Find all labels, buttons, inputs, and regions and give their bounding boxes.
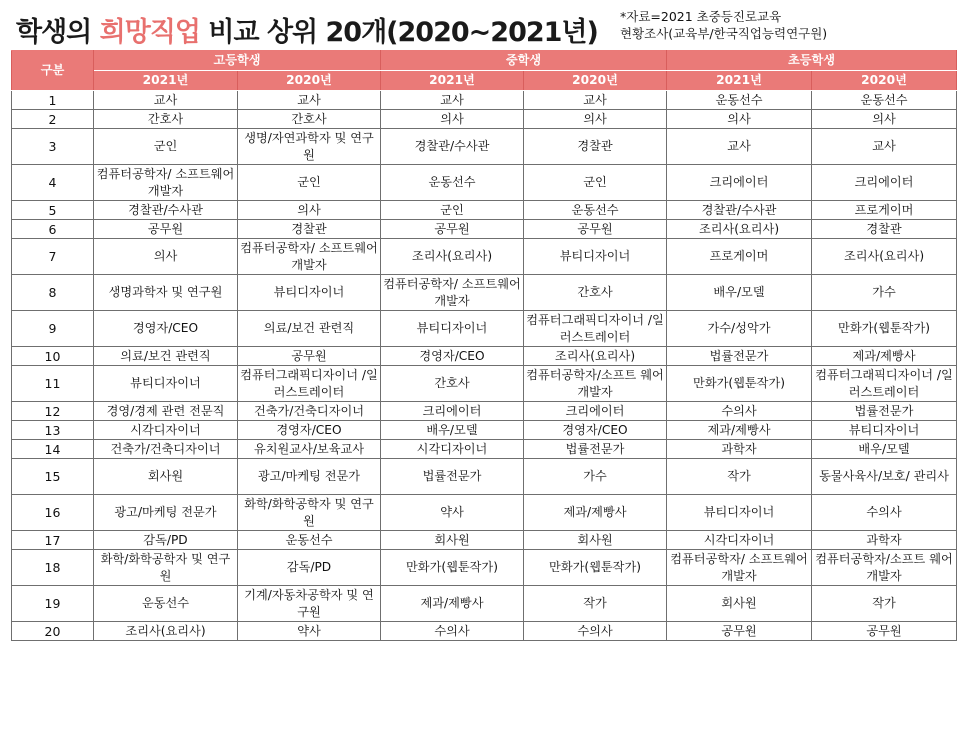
job-cell: 동물사육사/보호/ 관리사 — [812, 459, 957, 495]
table-row — [12, 421, 957, 440]
job-cell: 의사 — [381, 110, 524, 129]
job-cell: 경영자/CEO — [94, 311, 238, 347]
job-cell: 감독/PD — [94, 531, 238, 550]
job-cell: 제과/제빵사 — [667, 421, 812, 440]
job-cell: 교사 — [381, 91, 524, 110]
year-header: 2021년 — [94, 71, 238, 91]
rank-cell: 19 — [12, 586, 94, 622]
job-cell: 배우/모델 — [381, 421, 524, 440]
job-cell: 컴퓨터그래픽디자이너 /일러스트레이터 — [238, 366, 381, 402]
title-prefix: 학생의 — [16, 17, 100, 48]
job-cell: 교사 — [524, 91, 667, 110]
job-cell: 법률전문가 — [667, 347, 812, 366]
job-cell: 공무원 — [238, 347, 381, 366]
job-cell: 군인 — [94, 129, 238, 165]
job-cell: 시각디자이너 — [667, 531, 812, 550]
job-cell: 간호사 — [238, 110, 381, 129]
job-cell: 컴퓨터그래픽디자이너 /일러스트레이터 — [524, 311, 667, 347]
table-row — [12, 531, 957, 550]
source-line-1: *자료=2021 초중등진로교육 — [620, 9, 782, 24]
title-highlight: 희망직업 — [99, 17, 200, 48]
job-cell: 법률전문가 — [524, 440, 667, 459]
job-cell: 운동선수 — [667, 91, 812, 110]
job-cell: 제과/제빵사 — [381, 586, 524, 622]
table-row — [12, 165, 957, 201]
job-cell: 교사 — [812, 129, 957, 165]
table-row — [12, 366, 957, 402]
job-cell: 기계/자동차공학자 및 연구원 — [238, 586, 381, 622]
table-body — [12, 91, 957, 641]
rank-cell: 15 — [12, 459, 94, 495]
rank-cell: 1 — [12, 91, 94, 110]
job-cell: 컴퓨터그래픽디자이너 /일러스트레이터 — [812, 366, 957, 402]
job-cell: 간호사 — [381, 366, 524, 402]
job-cell: 의료/보건 관련직 — [238, 311, 381, 347]
job-cell: 수의사 — [667, 402, 812, 421]
source-note — [620, 8, 827, 42]
job-cell: 운동선수 — [381, 165, 524, 201]
job-cell: 작가 — [524, 586, 667, 622]
year-header: 2021년 — [381, 71, 524, 91]
job-cell: 시각디자이너 — [94, 421, 238, 440]
job-cell: 교사 — [667, 129, 812, 165]
job-cell: 교사 — [238, 91, 381, 110]
table-row — [12, 91, 957, 110]
job-cell: 수의사 — [524, 622, 667, 641]
rank-cell: 8 — [12, 275, 94, 311]
table-row — [12, 110, 957, 129]
rank-cell: 12 — [12, 402, 94, 421]
job-cell: 작가 — [812, 586, 957, 622]
year-header: 2020년 — [238, 71, 381, 91]
job-cell: 운동선수 — [238, 531, 381, 550]
job-cell: 수의사 — [812, 495, 957, 531]
job-cell: 프로게이머 — [667, 239, 812, 275]
rank-header: 구분 — [12, 51, 94, 91]
table-row — [12, 459, 957, 495]
job-cell: 군인 — [238, 165, 381, 201]
rank-cell: 16 — [12, 495, 94, 531]
rank-cell: 10 — [12, 347, 94, 366]
job-cell: 조리사(요리사) — [381, 239, 524, 275]
job-cell: 컴퓨터공학자/ 소프트웨어개발자 — [667, 550, 812, 586]
job-cell: 광고/마케팅 전문가 — [94, 495, 238, 531]
rank-cell: 2 — [12, 110, 94, 129]
job-cell: 운동선수 — [524, 201, 667, 220]
job-ranking-table — [11, 50, 957, 641]
table-row — [12, 347, 957, 366]
job-cell: 회사원 — [94, 459, 238, 495]
job-cell: 건축가/건축디자이너 — [94, 440, 238, 459]
rank-cell: 7 — [12, 239, 94, 275]
group-header-elementary: 초등학생 — [667, 51, 957, 71]
job-cell: 컴퓨터공학자/소프트 웨어개발자 — [524, 366, 667, 402]
job-cell: 경찰관/수사관 — [94, 201, 238, 220]
job-cell: 공무원 — [94, 220, 238, 239]
job-cell: 가수 — [524, 459, 667, 495]
job-cell: 프로게이머 — [812, 201, 957, 220]
job-cell: 건축가/건축디자이너 — [238, 402, 381, 421]
job-cell: 회사원 — [667, 586, 812, 622]
job-cell: 법률전문가 — [812, 402, 957, 421]
table-row — [12, 275, 957, 311]
job-cell: 조리사(요리사) — [667, 220, 812, 239]
rank-cell: 18 — [12, 550, 94, 586]
job-cell: 경찰관 — [238, 220, 381, 239]
job-cell: 조리사(요리사) — [524, 347, 667, 366]
job-cell: 의사 — [667, 110, 812, 129]
year-header: 2020년 — [524, 71, 667, 91]
source-line-2: 현황조사(교육부/한국직업능력연구원) — [620, 26, 828, 41]
job-cell: 경영자/CEO — [381, 347, 524, 366]
job-cell: 가수/성악가 — [667, 311, 812, 347]
rank-cell: 3 — [12, 129, 94, 165]
job-cell: 약사 — [238, 622, 381, 641]
job-cell: 회사원 — [381, 531, 524, 550]
job-cell: 뷰티디자이너 — [238, 275, 381, 311]
table-row — [12, 495, 957, 531]
job-cell: 경찰관/수사관 — [381, 129, 524, 165]
job-cell: 광고/마케팅 전문가 — [238, 459, 381, 495]
job-cell: 공무원 — [812, 622, 957, 641]
job-cell: 컴퓨터공학자/소프트 웨어개발자 — [812, 550, 957, 586]
job-cell: 화학/화학공학자 및 연구원 — [94, 550, 238, 586]
job-cell: 운동선수 — [94, 586, 238, 622]
job-cell: 약사 — [381, 495, 524, 531]
job-cell: 과학자 — [812, 531, 957, 550]
job-cell: 화학/화학공학자 및 연구원 — [238, 495, 381, 531]
job-cell: 뷰티디자이너 — [812, 421, 957, 440]
job-cell: 간호사 — [94, 110, 238, 129]
rank-cell: 9 — [12, 311, 94, 347]
job-cell: 경찰관 — [812, 220, 957, 239]
job-cell: 교사 — [94, 91, 238, 110]
job-cell: 의사 — [524, 110, 667, 129]
job-cell: 가수 — [812, 275, 957, 311]
job-cell: 경영자/CEO — [524, 421, 667, 440]
rank-cell: 6 — [12, 220, 94, 239]
job-cell: 생명/자연과학자 및 연구원 — [238, 129, 381, 165]
job-cell: 크리에이터 — [381, 402, 524, 421]
job-cell: 경찰관/수사관 — [667, 201, 812, 220]
job-cell: 의사 — [94, 239, 238, 275]
job-cell: 제과/제빵사 — [524, 495, 667, 531]
job-cell: 생명과학자 및 연구원 — [94, 275, 238, 311]
job-cell: 컴퓨터공학자/ 소프트웨어개발자 — [238, 239, 381, 275]
job-cell: 만화가(웹툰작가) — [812, 311, 957, 347]
year-header: 2021년 — [667, 71, 812, 91]
job-cell: 공무원 — [524, 220, 667, 239]
rank-cell: 11 — [12, 366, 94, 402]
rank-cell: 5 — [12, 201, 94, 220]
table-row — [12, 622, 957, 641]
title-suffix: 비교 상위 20개(2020~2021년) — [199, 17, 598, 48]
job-cell: 수의사 — [381, 622, 524, 641]
job-cell: 뷰티디자이너 — [94, 366, 238, 402]
job-cell: 뷰티디자이너 — [381, 311, 524, 347]
job-cell: 군인 — [524, 165, 667, 201]
job-cell: 배우/모델 — [667, 275, 812, 311]
job-cell: 만화가(웹툰작가) — [524, 550, 667, 586]
job-cell: 간호사 — [524, 275, 667, 311]
job-cell: 조리사(요리사) — [94, 622, 238, 641]
job-cell: 뷰티디자이너 — [667, 495, 812, 531]
group-header-middle: 중학생 — [381, 51, 667, 71]
job-cell: 법률전문가 — [381, 459, 524, 495]
job-cell: 운동선수 — [812, 91, 957, 110]
job-cell: 회사원 — [524, 531, 667, 550]
job-cell: 의사 — [812, 110, 957, 129]
job-cell: 컴퓨터공학자/ 소프트웨어개발자 — [381, 275, 524, 311]
job-cell: 감독/PD — [238, 550, 381, 586]
rank-cell: 4 — [12, 165, 94, 201]
table-row — [12, 402, 957, 421]
job-cell: 군인 — [381, 201, 524, 220]
header — [16, 8, 956, 50]
year-header: 2020년 — [812, 71, 957, 91]
job-cell: 크리에이터 — [812, 165, 957, 201]
job-cell: 의료/보건 관련직 — [94, 347, 238, 366]
table-row — [12, 440, 957, 459]
group-header-high: 고등학생 — [94, 51, 381, 71]
table-row — [12, 129, 957, 165]
job-cell: 만화가(웹툰작가) — [381, 550, 524, 586]
page-title — [16, 10, 598, 49]
job-cell: 공무원 — [667, 622, 812, 641]
job-cell: 과학자 — [667, 440, 812, 459]
job-cell: 시각디자이너 — [381, 440, 524, 459]
job-cell: 조리사(요리사) — [812, 239, 957, 275]
job-cell: 제과/제빵사 — [812, 347, 957, 366]
job-cell: 경영자/CEO — [238, 421, 381, 440]
job-cell: 유치원교사/보육교사 — [238, 440, 381, 459]
job-cell: 만화가(웹툰작가) — [667, 366, 812, 402]
table-row — [12, 201, 957, 220]
job-cell: 공무원 — [381, 220, 524, 239]
table-row — [12, 586, 957, 622]
job-cell: 의사 — [238, 201, 381, 220]
rank-cell: 14 — [12, 440, 94, 459]
table-row — [12, 550, 957, 586]
table-row — [12, 311, 957, 347]
rank-cell: 13 — [12, 421, 94, 440]
table-row — [12, 239, 957, 275]
table-row — [12, 220, 957, 239]
rank-cell: 20 — [12, 622, 94, 641]
job-cell: 경찰관 — [524, 129, 667, 165]
job-cell: 경영/경제 관련 전문직 — [94, 402, 238, 421]
job-cell: 뷰티디자이너 — [524, 239, 667, 275]
job-cell: 크리에이터 — [667, 165, 812, 201]
job-cell: 컴퓨터공학자/ 소프트웨어개발자 — [94, 165, 238, 201]
job-cell: 크리에이터 — [524, 402, 667, 421]
job-cell: 작가 — [667, 459, 812, 495]
job-cell: 배우/모델 — [812, 440, 957, 459]
rank-cell: 17 — [12, 531, 94, 550]
